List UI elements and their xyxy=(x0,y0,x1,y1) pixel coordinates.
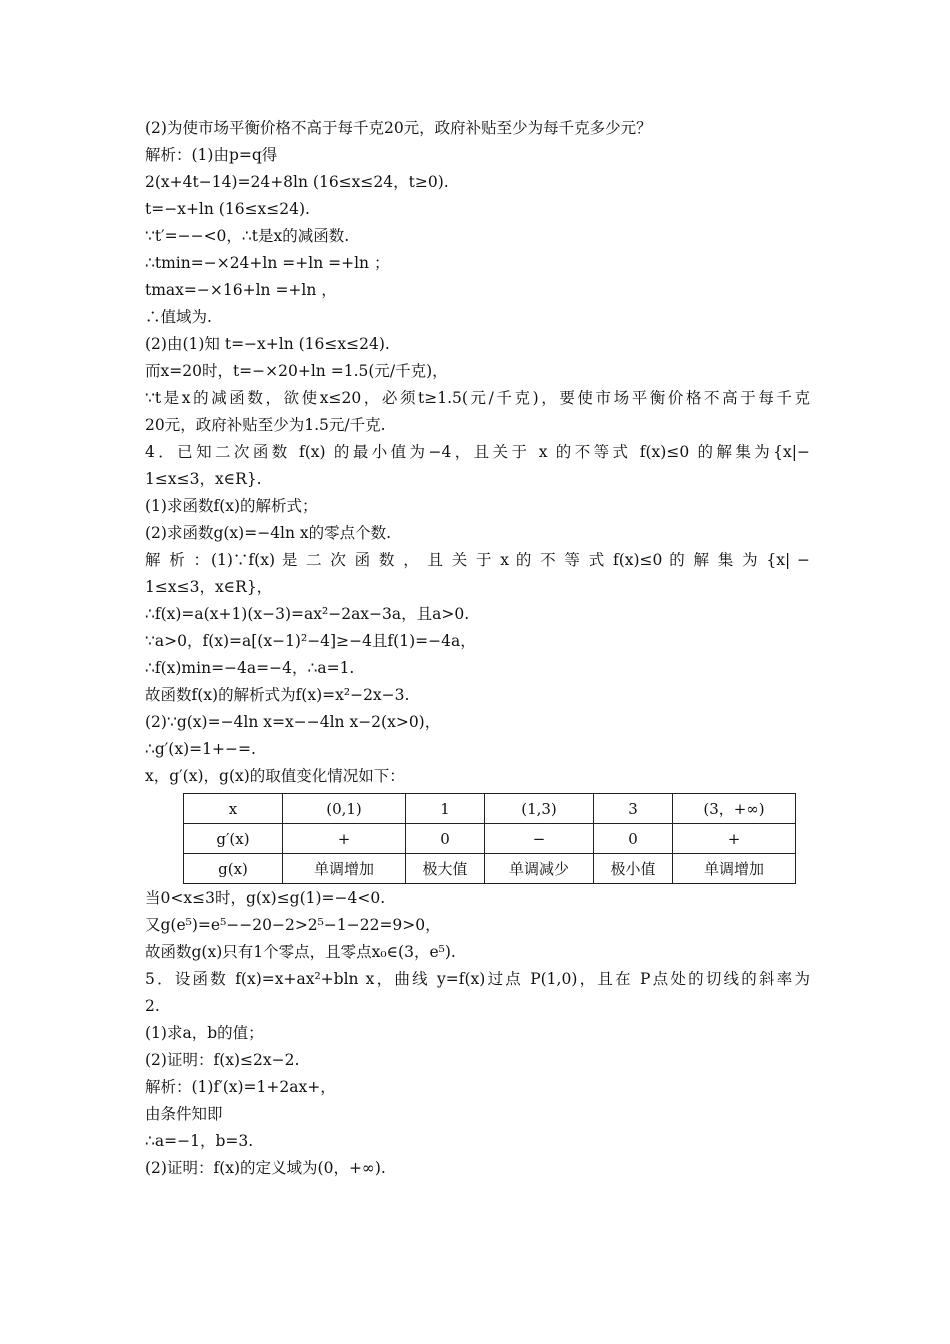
table-cell: 3 xyxy=(594,794,673,824)
table-row xyxy=(184,794,796,824)
text-line: 由条件知即 xyxy=(145,1105,223,1123)
text-line: tmax=−×16+ln =+ln ， xyxy=(145,281,337,299)
table-cell: − xyxy=(485,824,594,854)
table-cell: 0 xyxy=(406,824,485,854)
text-line: (2)证明：f(x)≤2x−2. xyxy=(145,1051,300,1069)
text-line: 当0<x≤3时，g(x)≤g(1)=−4<0. xyxy=(145,889,386,907)
table-cell: (1,3) xyxy=(485,794,594,824)
table-cell: 0 xyxy=(594,824,673,854)
table-cell: x xyxy=(184,794,283,824)
text-line: 1≤x≤3，x∈R}. xyxy=(145,470,262,488)
text-line: ∴tmin=−×24+ln =+ln =+ln ； xyxy=(145,254,390,272)
text-line: 4．已知二次函数 f(x) 的最小值为−4，且关于 x 的不等式 f(x)≤0 的解集为{x|− xyxy=(145,443,810,461)
text-line: 故函数g(x)只有1个零点，且零点x₀∈(3，e⁵). xyxy=(145,943,456,961)
text-line: ∴g′(x)=1+−=. xyxy=(145,740,256,758)
text-line: 而x=20时，t=−×20+ln =1.5(元/千克)， xyxy=(145,362,448,380)
text-line: ∵t是x的减函数，欲使x≤20，必须t≥1.5(元/千克)，要使市场平衡价格不高于每千克 xyxy=(145,389,810,407)
text-line: 解 析 ：(1)∵f(x) 是 二 次 函 数 ， 且 关 于 x 的 不 等 式 f(x)≤0 的 解 集 为 {x| − xyxy=(145,551,810,569)
text-line: ∴f(x)=a(x+1)(x−3)=ax²−2ax−3a，且a>0. xyxy=(145,605,470,623)
text-line: 5．设函数 f(x)=x+ax²+bln x，曲线 y=f(x)过点 P(1,0)，且在 P点处的切线的斜率为 xyxy=(145,970,810,988)
table-cell: (0,1) xyxy=(283,794,406,824)
table-cell: g(x) xyxy=(184,854,283,884)
text-line: 2. xyxy=(145,997,160,1015)
table-cell: 单调增加 xyxy=(673,854,796,884)
text-line: 2(x+4t−14)=24+8ln (16≤x≤24，t≥0). xyxy=(145,173,449,191)
document-page xyxy=(145,115,810,1182)
variation-table xyxy=(183,793,796,884)
text-line: (2)由(1)知 t=−x+ln (16≤x≤24). xyxy=(145,335,390,353)
table-cell: 极小值 xyxy=(594,854,673,884)
table-cell: 1 xyxy=(406,794,485,824)
table-cell: 极大值 xyxy=(406,854,485,884)
text-line: (1)求a，b的值； xyxy=(145,1024,264,1042)
text-line: ∵a>0，f(x)=a[(x−1)²−4]≥−4且f(1)=−4a， xyxy=(145,632,476,650)
text-line: ∵t′=−−<0，∴t是x的减函数. xyxy=(145,227,350,245)
text-line: 20元，政府补贴至少为1.5元/千克. xyxy=(145,416,386,434)
text-line: 1≤x≤3，x∈R}， xyxy=(145,578,273,596)
table-cell: (3，+∞) xyxy=(673,794,796,824)
text-line: 解析：(1)f′(x)=1+2ax+， xyxy=(145,1078,336,1096)
table-cell: + xyxy=(673,824,796,854)
text-line: (1)求函数f(x)的解析式； xyxy=(145,497,318,515)
text-line: ∴f(x)min=−4a=−4，∴a=1. xyxy=(145,659,355,677)
text-line: 故函数f(x)的解析式为f(x)=x²−2x−3. xyxy=(145,686,410,704)
text-line: ∴a=−1，b=3. xyxy=(145,1132,254,1150)
text-line: (2)证明：f(x)的定义域为(0，+∞). xyxy=(145,1159,386,1177)
table-cell: g′(x) xyxy=(184,824,283,854)
table-row xyxy=(184,854,796,884)
table-cell: 单调减少 xyxy=(485,854,594,884)
text-line: x，g′(x)，g(x)的取值变化情况如下： xyxy=(145,767,405,785)
table-cell: 单调增加 xyxy=(283,854,406,884)
text-line: (2)求函数g(x)=−4ln x的零点个数. xyxy=(145,524,392,542)
text-line: ∴值域为. xyxy=(145,308,212,326)
table-cell: + xyxy=(283,824,406,854)
text-line: (2)为使市场平衡价格不高于每千克20元，政府补贴至少为每千克多少元？ xyxy=(145,119,652,137)
text-line: (2)∵g(x)=−4ln x=x−−4ln x−2(x>0)， xyxy=(145,713,441,731)
text-line: t=−x+ln (16≤x≤24). xyxy=(145,200,310,218)
table-row xyxy=(184,824,796,854)
text-line: 解析：(1)由p=q得 xyxy=(145,146,278,164)
text-line: 又g(e⁵)=e⁵−−20−2>2⁵−1−22=9>0， xyxy=(145,916,441,934)
